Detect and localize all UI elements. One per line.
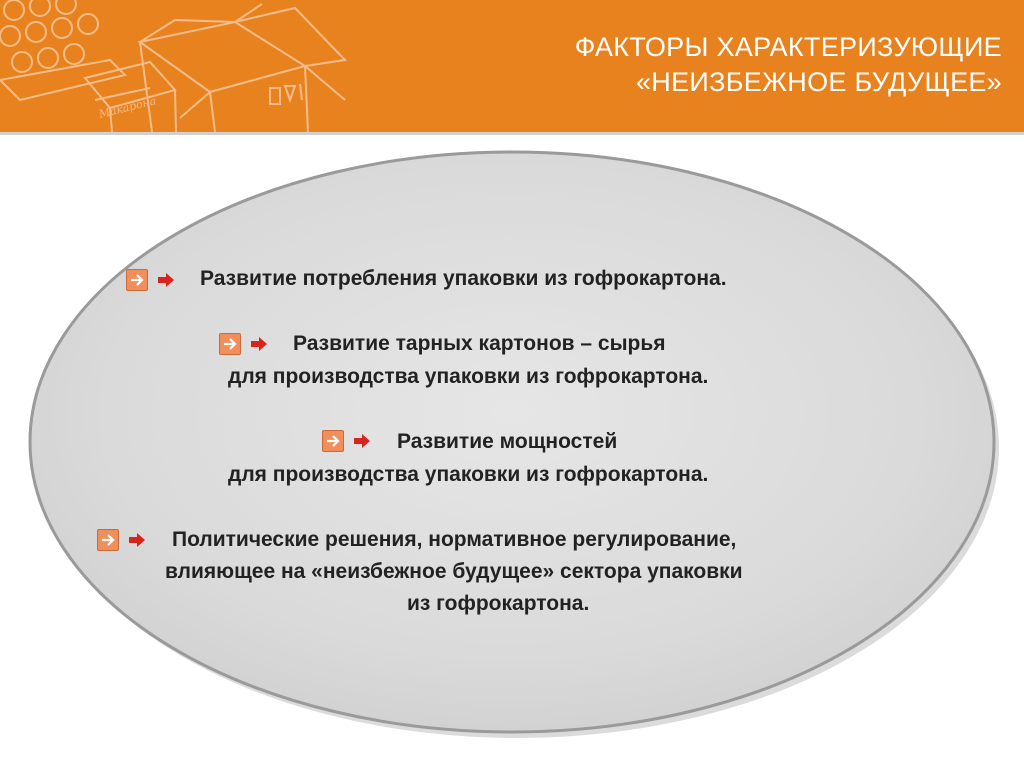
item-text: из гофрокартона. xyxy=(407,592,590,615)
box-logo-text: Макарона xyxy=(97,94,158,121)
list-item xyxy=(200,263,727,294)
title-line-2: «НЕИЗБЕЖНОЕ БУДУЩЕЕ» xyxy=(635,67,1002,97)
red-arrow-icon xyxy=(354,434,370,448)
arrow-box-icon xyxy=(219,333,241,355)
item-text: Политические решения, нормативное регулирование, xyxy=(172,528,737,551)
arrow-box-icon xyxy=(126,269,148,291)
red-arrow-icon xyxy=(129,533,145,547)
item-text: Развитие мощностей xyxy=(397,430,618,453)
item-text: для производства упаковки из гофрокартона. xyxy=(228,365,709,388)
bullet-markers xyxy=(219,333,275,357)
red-arrow-icon xyxy=(158,273,174,287)
item-text: влияющее на «неизбежное будущее» сектора упаковки xyxy=(165,560,743,583)
arrow-box-icon xyxy=(322,430,344,452)
red-arrow-icon xyxy=(251,337,267,351)
title-line-1: ФАКТОРЫ ХАРАКТЕРИЗУЮЩИЕ xyxy=(574,32,1002,62)
bullet-markers xyxy=(322,430,378,454)
item-text: для производства упаковки из гофрокартона. xyxy=(228,463,709,486)
bullet-markers xyxy=(126,269,182,293)
arrow-box-icon xyxy=(97,529,119,551)
item-text: Развитие тарных картонов – сырья xyxy=(293,332,666,355)
item-text: Развитие потребления упаковки из гофрокартона. xyxy=(200,267,727,290)
bullet-markers xyxy=(97,529,153,553)
